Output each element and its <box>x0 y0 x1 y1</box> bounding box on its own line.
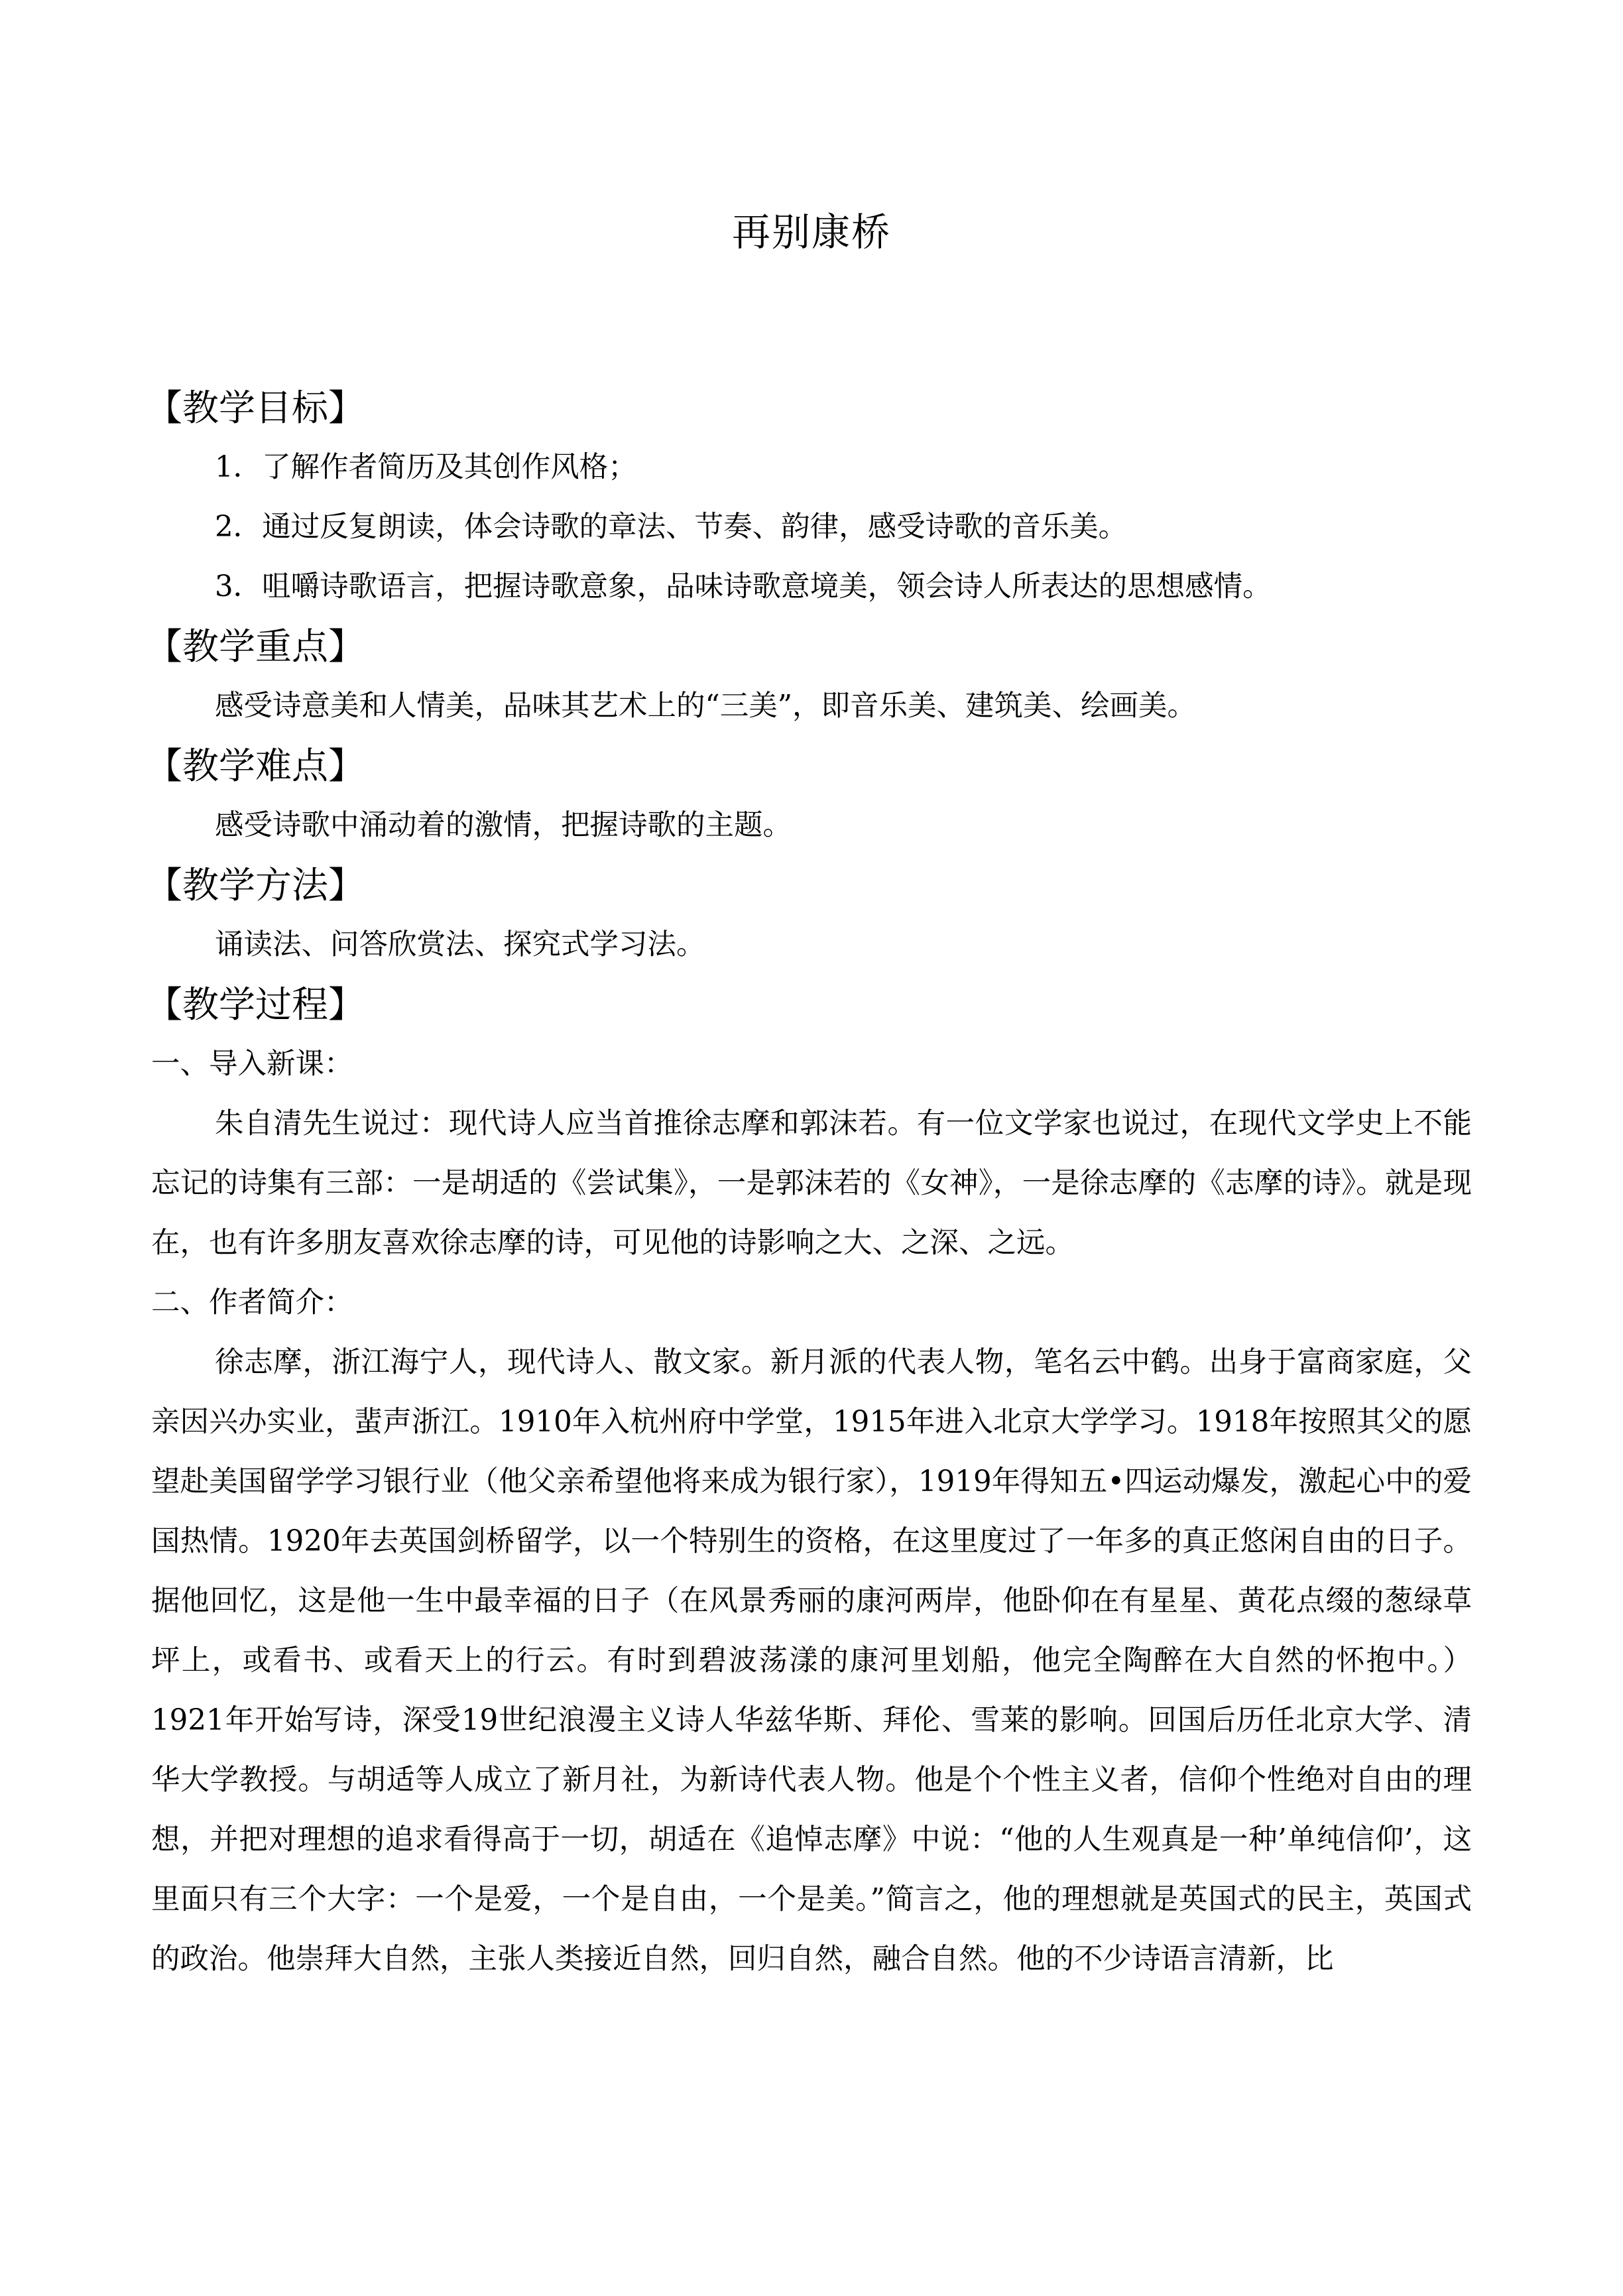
key-points-text: 感受诗意美和人情美，品味其艺术上的“三美”，即音乐美、建筑美、绘画美。 <box>215 690 1196 723</box>
goal-item-3: 3．咀嚼诗歌语言，把握诗歌意象，品味诗歌意境美，领会诗人所表达的思想感情。 <box>215 570 1272 603</box>
goal-item-2: 2．通过反复朗读，体会诗歌的章法、节奏、韵律，感受诗歌的音乐美。 <box>215 511 1128 544</box>
process-step-2-label: 二、作者简介： <box>151 1286 353 1319</box>
section-heading-methods: 【教学方法】 <box>146 864 365 906</box>
section-heading-goals: 【教学目标】 <box>146 387 365 429</box>
process-step-1-text: 朱自清先生说过：现代诗人应当首推徐志摩和郭沫若。有一位文学家也说过，在现代文学史上不能忘记的诗集有三部：一是胡适的《尝试集》，一是郭沫若的《女神》，一是徐志摩的《志摩的诗》。就是现在，也有许多朋友喜欢徐志摩的诗，可见他的诗影响之大、之深、之远。 <box>151 1107 1472 1260</box>
methods-text: 诵读法、问答欣赏法、探究式学习法。 <box>215 928 705 961</box>
page-title: 再别康桥 <box>731 210 891 255</box>
goal-item-1: 1．了解作者简历及其创作风格； <box>215 451 637 484</box>
section-heading-difficulties: 【教学难点】 <box>146 745 365 787</box>
section-heading-key-points: 【教学重点】 <box>146 625 365 668</box>
section-heading-process: 【教学过程】 <box>146 983 365 1026</box>
document-body <box>146 378 1472 1989</box>
process-step-2-text: 徐志摩，浙江海宁人，现代诗人、散文家。新月派的代表人物，笔名云中鹤。出身于富商家庭，父亲因兴办实业，蜚声浙江。1910年入杭州府中学堂，1915年进入北京大学学习。1918年按照其父的愿望赴美国留学学习银行业（他父亲希望他将来成为银行家），1919年得知五•四运动爆发，激起心中的爱国热情。1920年去英国剑桥留学，以一个特别生的资格，在这里度过了一年多的真正悠闲自由的日子。据他回忆，这是他一生中最幸福的日子（在风景秀丽的康河两岸，他卧仰在有星星、黄花点缀的葱绿草坪上，或看书、或看天上的行云。有时到碧波荡漾的康河里划船，他完全陶醉在大自然的怀抱中。）1921年开始写诗，深受19世纪浪漫主义诗人华兹华斯、拜伦、雪莱的影响。回国后历任北京大学、清华大学教授。与胡适等人成立了新月社，为新诗代表人物。他是个个性主义者，信仰个性绝对自由的理想，并把对理想的追求看得高于一切，胡适在《追悼志摩》中说：“他的人生观真是一种’单纯信仰’，这里面只有三个大字：一个是爱，一个是自由，一个是美。”简言之，他的理想就是英国式的民主，英国式的政治。他崇拜大自然，主张人类接近自然，回归自然，融合自然。他的不少诗语言清新，比 <box>151 1346 1472 1976</box>
difficulties-text: 感受诗歌中涌动着的激情，把握诗歌的主题。 <box>215 809 792 842</box>
process-step-1-label: 一、导入新课： <box>151 1048 353 1081</box>
